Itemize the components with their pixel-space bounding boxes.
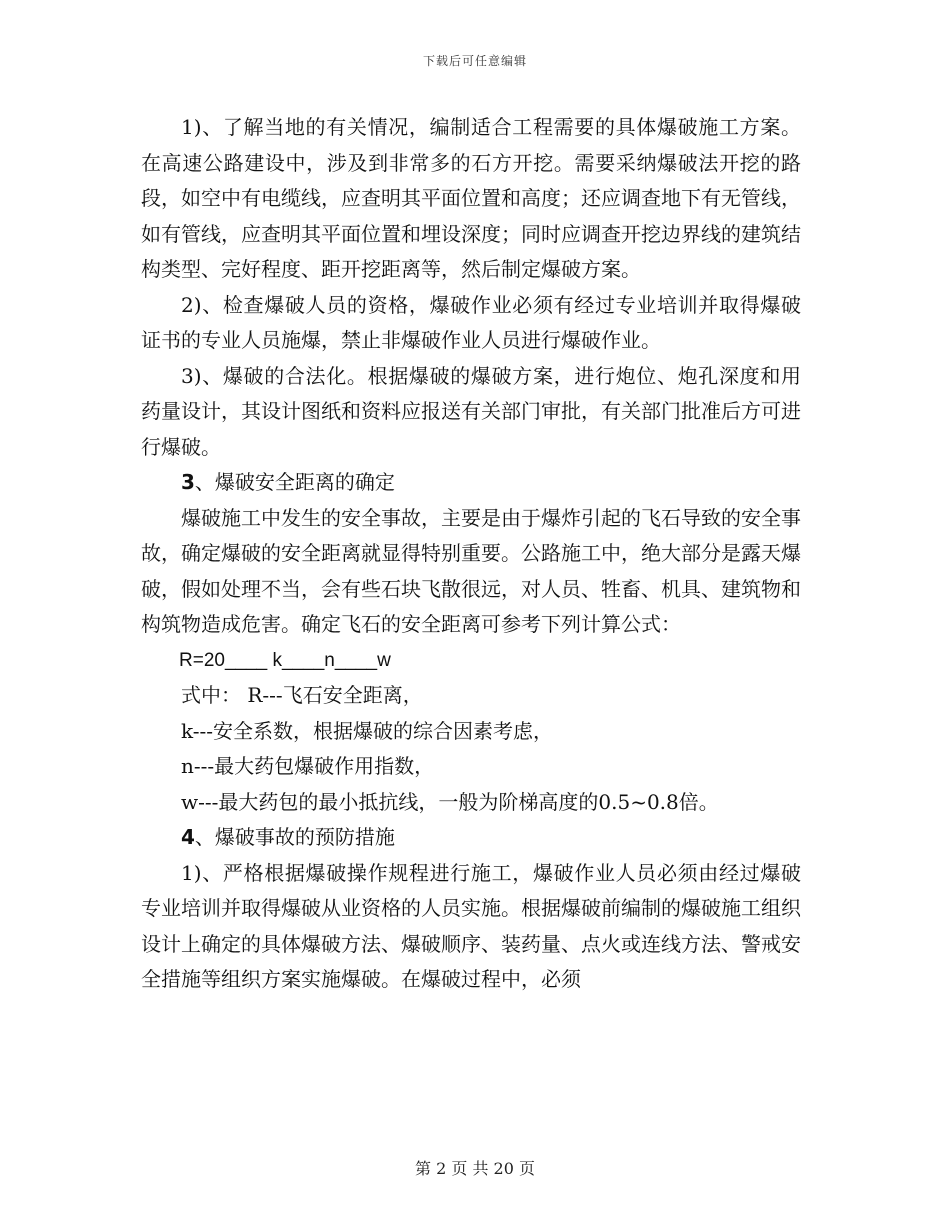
definition-intro: 式中： R---飞石安全距离， bbox=[181, 683, 423, 707]
paragraph-4: 爆破施工中发生的安全事故，主要是由于爆炸引起的飞石导致的安全事故，确定爆破的安全距离就显得特别重要。公路施工中，绝大部分是露天爆破，假如处理不当，会有些石块飞散很远，对人员、牲畜、机具、建筑物和构筑物造成危害。确定飞石的安全距离可参考下列计算公式： bbox=[141, 505, 801, 636]
section-number-3: 3 bbox=[181, 470, 195, 494]
page-header: 下载后可任意编辑 bbox=[422, 54, 527, 68]
definition-n: n---最大药包爆破作用指数， bbox=[181, 754, 435, 778]
paragraph-5: 1)、严格根据爆破操作规程进行施工，爆破作业人员必须由经过爆破专业培训并取得爆破从业资格的人员实施。根据爆破前编制的爆破施工组织设计上确定的具体爆破方法、爆破顺序、装药量、点火或连线方法、警戒安全措施等组织方案实施爆破。在爆破过程中，必须 bbox=[141, 860, 801, 991]
definition-w: w---最大药包的最小抵抗线，一般为阶梯高度的0.5~0.8倍。 bbox=[181, 789, 719, 814]
document-body bbox=[141, 110, 801, 998]
definition-k: k---安全系数，根据爆破的综合因素考虑， bbox=[181, 718, 554, 743]
section-title-4: 、爆破事故的预防措施 bbox=[194, 825, 395, 849]
paragraph-2: 2)、检查爆破人员的资格，爆破作业必须有经过专业培训并取得爆破证书的专业人员施爆，禁止非爆破作业人员进行爆破作业。 bbox=[141, 292, 801, 352]
section-heading-4 bbox=[141, 820, 801, 856]
section-number-4: 4 bbox=[181, 825, 195, 849]
paragraph-1: 1)、了解当地的有关情况，编制适合工程需要的具体爆破施工方案。在高速公路建设中，涉及到非常多的石方开挖。需要采纳爆破法开挖的路段，如空中有电缆线，应查明其平面位置和高度；还应调查地下有无管线，如有管线，应查明其平面位置和埋设深度；同时应调查开挖边界线的建筑结构类型、完好程度、距开挖距离等，然后制定爆破方案。 bbox=[141, 115, 801, 281]
formula: R=20____ k____n____w bbox=[179, 649, 391, 671]
paragraph-3: 3)、爆破的合法化。根据爆破的爆破方案，进行炮位、炮孔深度和用药量设计，其设计图纸和资料应报送有关部门审批，有关部门批准后方可进行爆破。 bbox=[141, 363, 801, 459]
page-footer: 第 2 页 共 20 页 bbox=[415, 1159, 535, 1178]
section-heading-3 bbox=[141, 465, 801, 501]
section-title-3: 、爆破安全距离的确定 bbox=[194, 470, 395, 494]
